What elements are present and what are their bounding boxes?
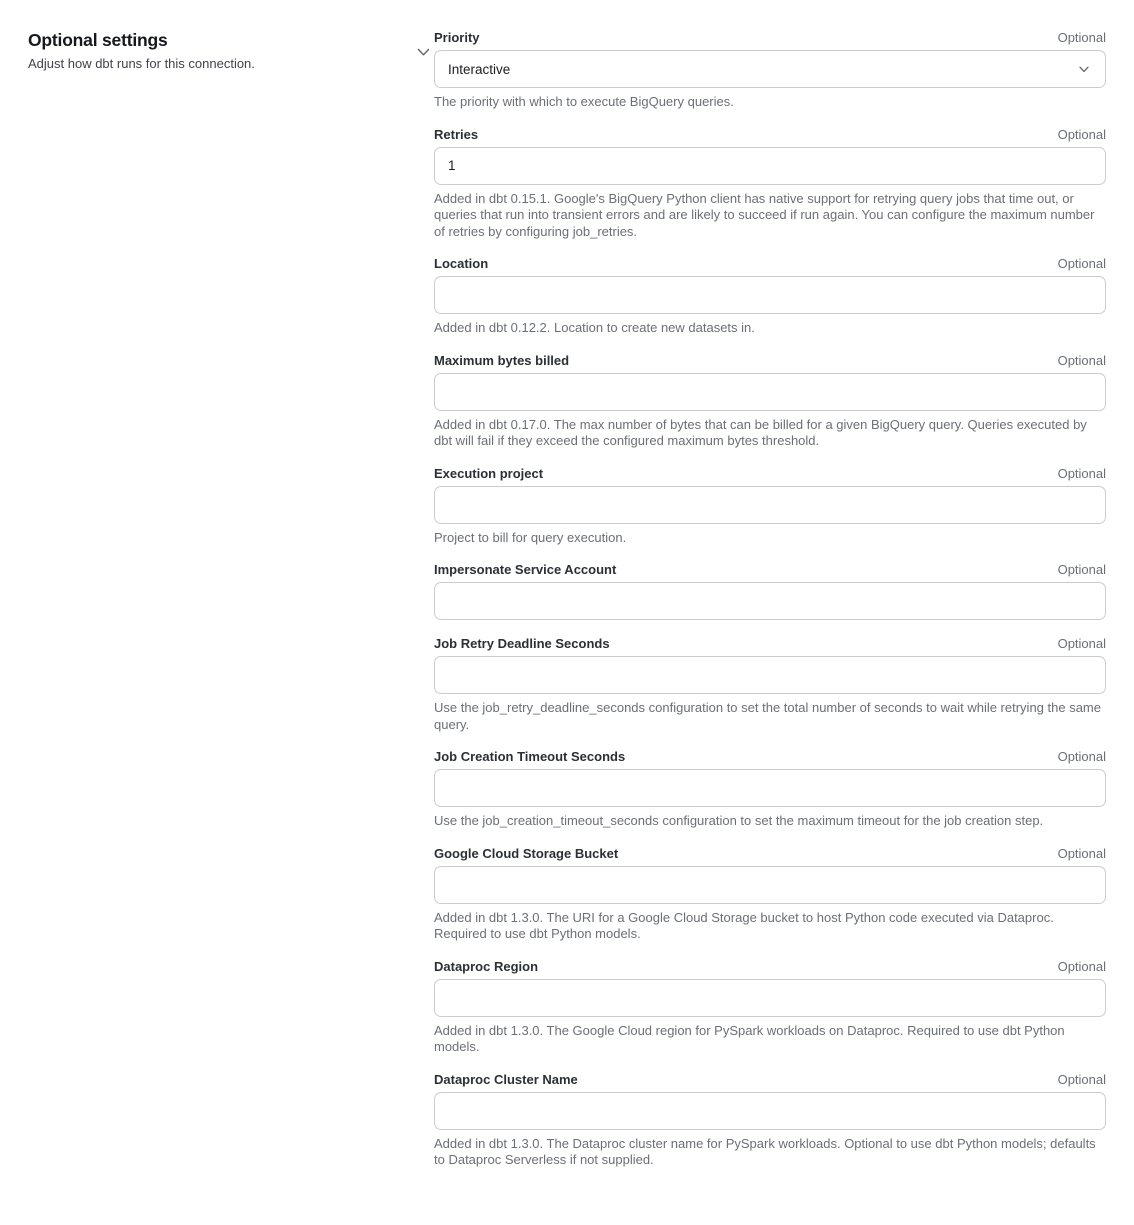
field-label-dataproc-region: Dataproc Region [434, 958, 539, 974]
impersonate-service-account-input[interactable] [434, 582, 1106, 620]
helper-text-retries: Added in dbt 0.15.1. Google's BigQuery Python client has native support for retrying query jobs that time out, or queries that run into transient errors and are likely to succeed if run again. You can configure the maximum number of retries by configuring job_retries. [434, 190, 1095, 239]
field-label-execution-project: Execution project [434, 465, 544, 481]
optional-badge: Optional [1057, 126, 1106, 142]
field-label-impersonate-service-account: Impersonate Service Account [434, 562, 617, 577]
field-maximum-bytes-billed [434, 353, 1106, 450]
optional-badge: Optional [1057, 749, 1106, 764]
field-header [434, 30, 1106, 45]
field-label-retries: Retries [434, 126, 479, 142]
execution-project-input[interactable] [434, 486, 1106, 524]
field-label-location: Location [434, 256, 489, 271]
optional-badge: Optional [1057, 845, 1106, 861]
field-label-google-cloud-storage-bucket: Google Cloud Storage Bucket [434, 845, 619, 861]
chevron-down-icon [417, 45, 430, 60]
field-label-dataproc-cluster-name: Dataproc Cluster Name [434, 1071, 578, 1087]
dataproc-region-input[interactable] [434, 979, 1106, 1017]
helper-text-job-creation-timeout-seconds: Use the job_creation_timeout_seconds configuration to set the maximum timeout for the job creation step. [434, 813, 1044, 828]
helper-text-maximum-bytes-billed: Added in dbt 0.17.0. The max number of bytes that can be billed for a given BigQuery query. Queries executed by dbt will fail if they exceed the configured maximum bytes threshold. [434, 416, 1087, 448]
priority-select-value: Interactive [448, 61, 511, 77]
field-location [434, 256, 1106, 337]
field-job-retry-deadline-seconds [434, 636, 1106, 733]
dataproc-cluster-name-input[interactable] [434, 1092, 1106, 1130]
field-header [434, 846, 1106, 861]
settings-form [434, 30, 1106, 1185]
field-label-maximum-bytes-billed: Maximum bytes billed [434, 352, 570, 368]
helper-text-google-cloud-storage-bucket: Added in dbt 1.3.0. The URI for a Google Cloud Storage bucket to host Python code executed via Dataproc. Required to use dbt Python models. [434, 909, 1054, 941]
section-title: Optional settings [28, 30, 168, 50]
field-header [434, 562, 1106, 577]
field-dataproc-cluster-name [434, 1072, 1106, 1169]
field-retries [434, 127, 1106, 241]
field-execution-project [434, 466, 1106, 547]
field-header [434, 256, 1106, 271]
section-heading [28, 30, 255, 72]
optional-badge: Optional [1057, 1071, 1106, 1087]
helper-text-priority: The priority with which to execute BigQuery queries. [434, 94, 734, 109]
field-header [434, 127, 1106, 142]
field-header [434, 353, 1106, 368]
optional-badge: Optional [1057, 465, 1106, 481]
field-header [434, 1072, 1106, 1087]
retries-input[interactable] [434, 147, 1106, 185]
job-retry-deadline-seconds-input[interactable] [434, 656, 1106, 694]
optional-badge: Optional [1057, 636, 1106, 651]
optional-badge: Optional [1057, 958, 1106, 974]
field-label-job-creation-timeout-seconds: Job Creation Timeout Seconds [434, 749, 626, 764]
helper-text-dataproc-cluster-name: Added in dbt 1.3.0. The Dataproc cluster name for PySpark workloads. Optional to use dbt Python models; defaults to Dataproc Serverless if not supplied. [434, 1135, 1096, 1167]
section-subtitle: Adjust how dbt runs for this connection. [28, 56, 255, 71]
field-priority [434, 30, 1106, 111]
field-google-cloud-storage-bucket [434, 846, 1106, 943]
maximum-bytes-billed-input[interactable] [434, 373, 1106, 411]
chevron-down-icon [1079, 60, 1089, 78]
field-label-job-retry-deadline-seconds: Job Retry Deadline Seconds [434, 636, 610, 651]
helper-text-execution-project: Project to bill for query execution. [434, 529, 627, 545]
section-intro [28, 30, 434, 1185]
priority-select[interactable] [434, 50, 1106, 88]
field-header [434, 466, 1106, 481]
field-impersonate-service-account [434, 562, 1106, 620]
optional-badge: Optional [1057, 256, 1106, 271]
field-label-priority: Priority [434, 30, 480, 45]
optional-badge: Optional [1057, 562, 1106, 577]
helper-text-dataproc-region: Added in dbt 1.3.0. The Google Cloud region for PySpark workloads on Dataproc. Required to use dbt Python models. [434, 1022, 1065, 1054]
location-input[interactable] [434, 276, 1106, 314]
helper-text-location: Added in dbt 0.12.2. Location to create new datasets in. [434, 320, 755, 335]
field-header [434, 959, 1106, 974]
section-collapse-button[interactable] [413, 44, 434, 61]
field-header [434, 636, 1106, 651]
optional-badge: Optional [1057, 352, 1106, 368]
google-cloud-storage-bucket-input[interactable] [434, 866, 1106, 904]
field-header [434, 749, 1106, 764]
helper-text-job-retry-deadline-seconds: Use the job_retry_deadline_seconds configuration to set the total number of seconds to wait while retrying the same query. [434, 700, 1101, 732]
optional-badge: Optional [1057, 30, 1106, 45]
field-job-creation-timeout-seconds [434, 749, 1106, 830]
job-creation-timeout-seconds-input[interactable] [434, 769, 1106, 807]
field-dataproc-region [434, 959, 1106, 1056]
